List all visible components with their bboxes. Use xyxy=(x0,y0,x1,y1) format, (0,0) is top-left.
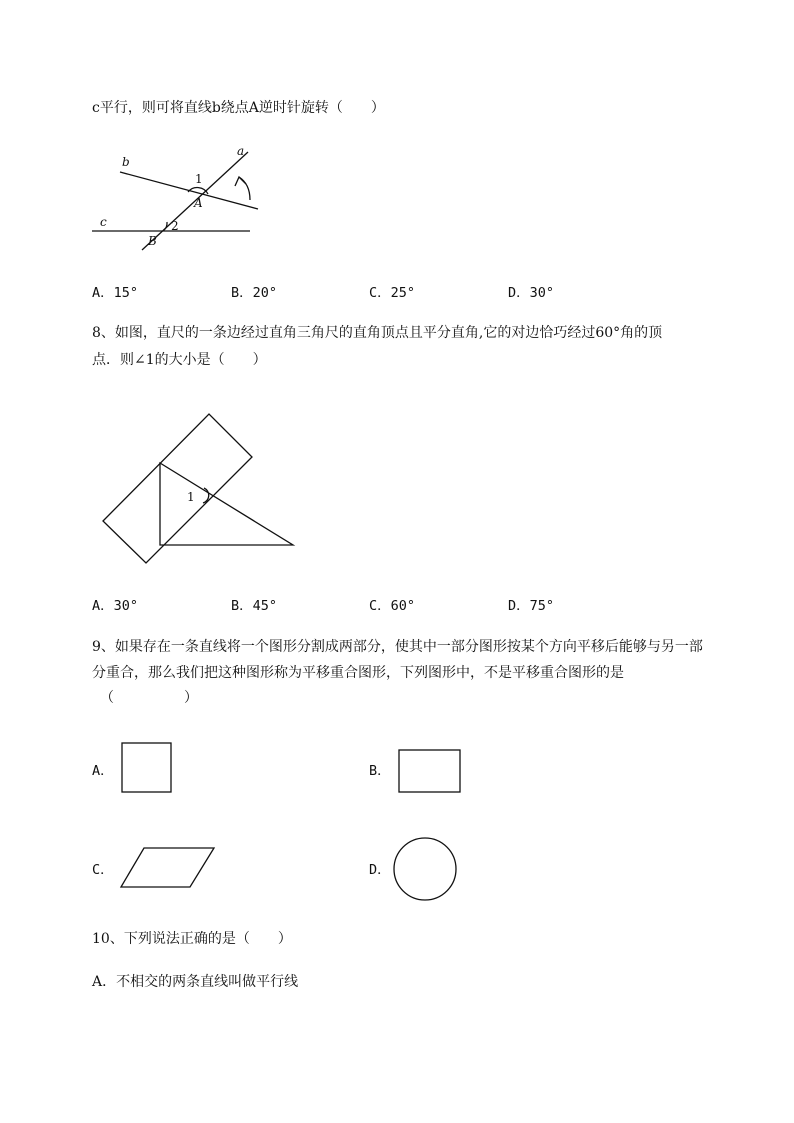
rotation-arrow-icon xyxy=(239,177,250,200)
q7-option-b: B．20° xyxy=(231,285,278,301)
q8-option-c: C．60° xyxy=(369,598,416,614)
q9-line1: 9、如果存在一条直线将一个图形分割成两部分，使其中一部分图形按某个方向平移后能够与另一部 xyxy=(92,639,703,655)
set-square xyxy=(160,463,293,545)
label-c: c xyxy=(100,215,107,229)
q9-option-b: B． xyxy=(369,763,391,779)
q9-shape-parallelogram xyxy=(120,847,216,889)
q7-figure xyxy=(88,140,258,260)
label-B: B xyxy=(148,234,157,248)
q9-option-d: D． xyxy=(369,862,391,878)
q9-line2: 分重合，那么我们把这种图形称为平移重合图形，下列图形中，不是平移重合图形的是 xyxy=(92,665,624,681)
q8-option-d: D．75° xyxy=(508,598,555,614)
label-b: b xyxy=(122,155,130,169)
q9-shape-square xyxy=(121,742,173,794)
q10-option-a: A．不相交的两条直线叫做平行线 xyxy=(92,974,299,990)
q9-option-a: A． xyxy=(92,763,114,779)
label-angle2: 2 xyxy=(171,219,179,233)
q8-option-b: B．45° xyxy=(231,598,278,614)
q9-shape-rectangle xyxy=(398,749,462,793)
q8-line2: 点．则∠1的大小是（ ） xyxy=(92,352,267,368)
rotation-arrowhead-icon xyxy=(235,177,246,186)
label-a: a xyxy=(237,144,245,158)
ruler xyxy=(103,414,252,563)
label-angle1: 1 xyxy=(187,490,195,504)
label-angle1: 1 xyxy=(195,172,203,186)
q7-stem: c平行，则可将直线b绕点A逆时针旋转（ ） xyxy=(92,100,385,116)
q9-line3: （ ） xyxy=(100,690,198,706)
q8-option-a: A．30° xyxy=(92,598,139,614)
q7-option-a: A．15° xyxy=(92,285,139,301)
q7-option-d: D．30° xyxy=(508,285,555,301)
q9-shape-circle xyxy=(393,837,457,901)
q8-line1: 8、如图，直尺的一条边经过直角三角尺的直角顶点且平分直角,它的对边恰巧经过60°角的顶 xyxy=(92,325,663,341)
label-A: A xyxy=(194,196,203,210)
q7-option-c: C．25° xyxy=(369,285,416,301)
q8-figure xyxy=(100,410,300,565)
q10-stem: 10、下列说法正确的是（ ） xyxy=(92,931,292,947)
q9-option-c: C． xyxy=(92,862,114,878)
